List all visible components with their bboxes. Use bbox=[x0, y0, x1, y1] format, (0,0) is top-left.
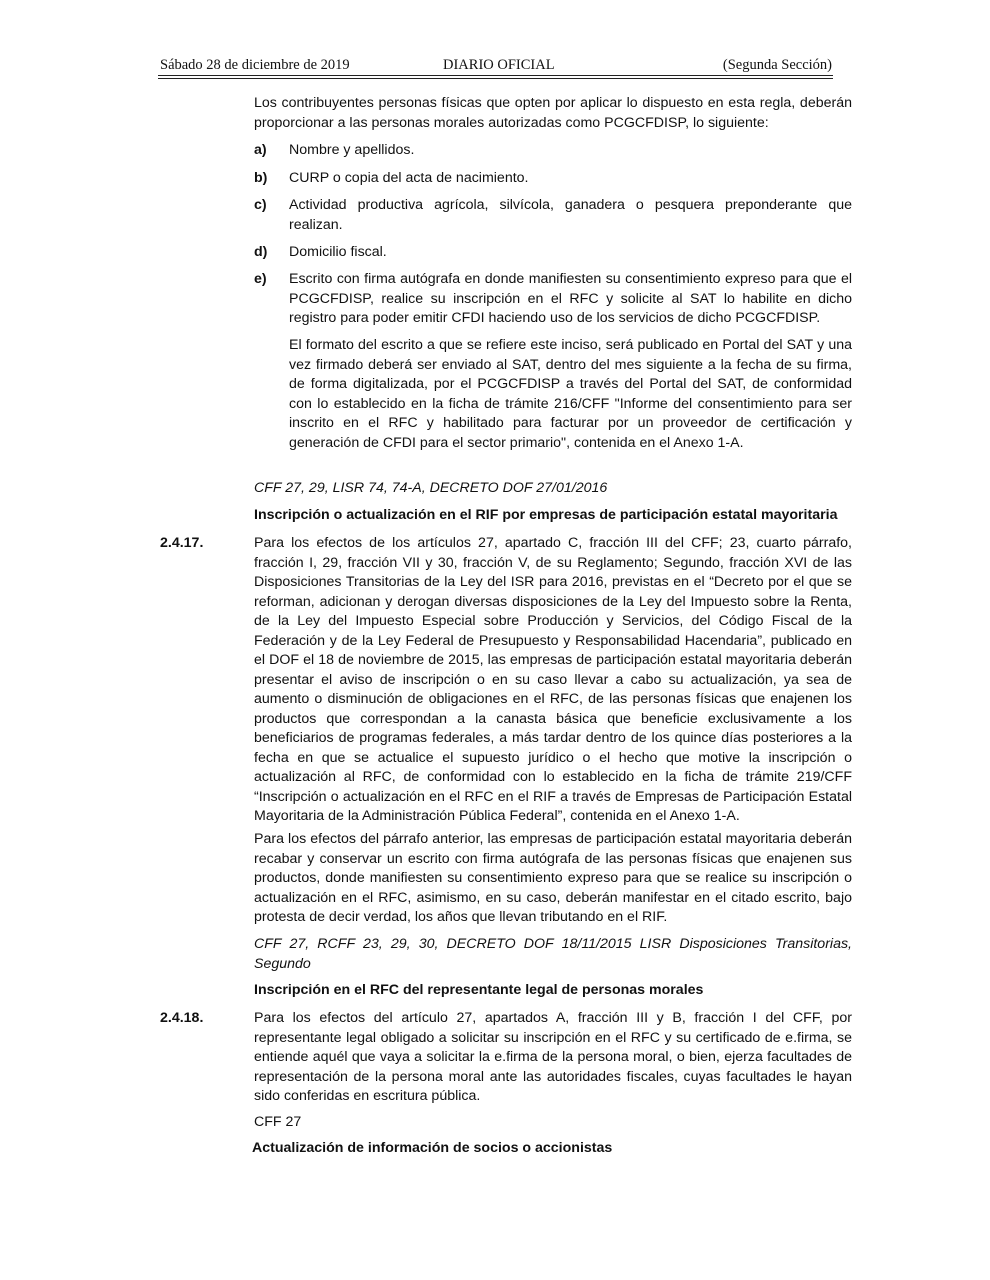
list-item-label: d) bbox=[254, 244, 268, 260]
header-date: Sábado 28 de diciembre de 2019 bbox=[160, 57, 350, 73]
list-item-text: Actividad productiva agrícola, silvícola, ganadera o pesquera preponderante que realizan. bbox=[289, 197, 852, 233]
rule-heading: Actualización de información de socios o accionistas bbox=[252, 1140, 613, 1156]
header-divider-bottom bbox=[158, 78, 833, 79]
list-item-label: b) bbox=[254, 170, 268, 186]
header-publication-title: DIARIO OFICIAL bbox=[443, 57, 555, 73]
header-divider-top bbox=[158, 75, 833, 76]
list-item-text: Domicilio fiscal. bbox=[289, 244, 387, 260]
rule-number: 2.4.17. bbox=[160, 535, 204, 551]
rule-paragraph: Para los efectos del artículo 27, apartados A, fracción III y B, fracción I del CFF, por representante legal obligado a solicitar su inscripción en el RFC y su certificado de e.firma, se entiende aquél que vaya a solicitar la e.firma de la persona moral, o bien, ejerza facultades de representación de la persona moral ante las autoridades fiscales, cuyas facultades le hayan sido conferidas en escritura pública. bbox=[254, 1010, 852, 1104]
rule-paragraph: Para los efectos de los artículos 27, apartado C, fracción III del CFF; 23, cuarto párrafo, fracción I, 29, fracción VII y 30, fracción V, de su Reglamento; Segundo, fracción XVI de las Disposiciones Transitorias de la Ley del ISR para 2016, previstas en el “Decreto por el que se reforman, adicionan y derogan diversas disposiciones de la Ley del Impuesto sobre la Renta, de la Ley del Impuesto Especial sobre Producción y Servicios, del Código Fiscal de la Federación y de la Ley Federal de Presupuesto y Responsabilidad Hacendaria”, publicado en el DOF el 18 de noviembre de 2015, las empresas de participación estatal mayoritaria deberán presentar el aviso de inscripción o en su caso llevar a cabo su actualización, ya sea de aumento o disminución de obligaciones en el RFC, de las personas físicas que enajenen los productos que correspondan a la canasta básica que beneficie exclusivamente a los beneficiarios de programas federales, a más tardar dentro de los quince días posteriores a la fecha en que se actualice el supuesto jurídico o el hecho que motive la inscripción o actualización al RFC, de conformidad con lo establecido en la ficha de trámite 219/CFF “Inscripción o actualización en el RFC en el RIF a través de Empresas de Participación Estatal Mayoritaria de la Administración Pública Federal”, contenida en el Anexo 1-A. bbox=[254, 535, 852, 824]
list-item-label: c) bbox=[254, 197, 267, 213]
legal-reference: CFF 27, RCFF 23, 29, 30, DECRETO DOF 18/11/2015 LISR Disposiciones Transitorias, Segundo bbox=[254, 936, 852, 972]
rule-paragraph: Para los efectos del párrafo anterior, las empresas de participación estatal mayoritaria deberán recabar y conservar un escrito con firma autógrafa de las personas físicas que enajenen sus productos, donde manifiesten su consentimiento expreso para que se realice su inscripción o actualización en el RFC, asimismo, en su caso, deberán manifestar en el citado escrito, bajo protesta de decir verdad, los años que llevan tributando en el RIF. bbox=[254, 831, 852, 925]
list-item-label: e) bbox=[254, 271, 267, 287]
legal-reference: CFF 27, 29, LISR 74, 74-A, DECRETO DOF 27/01/2016 bbox=[254, 480, 608, 496]
rule-number: 2.4.18. bbox=[160, 1010, 204, 1026]
intro-paragraph: Los contribuyentes personas físicas que opten por aplicar lo dispuesto en esta regla, deberán proporcionar a las personas morales autorizadas como PCGCFDISP, lo siguiente: bbox=[254, 95, 852, 131]
page-header bbox=[160, 57, 832, 77]
rule-heading: Inscripción o actualización en el RIF por empresas de participación estatal mayoritaria bbox=[254, 507, 838, 523]
list-item-text: Nombre y apellidos. bbox=[289, 142, 415, 158]
item-e-note: El formato del escrito a que se refiere este inciso, será publicado en Portal del SAT y una vez firmado deberá ser enviado al SAT, dentro del mes siguiente a la fecha de su firma, de forma digitalizada, por el PCGCFDISP a través del Portal del SAT, de conformidad con lo establecido en la ficha de trámite 216/CFF "Informe del consentimiento para ser inscrito en el RFC y habilitado para facturar por un proveedor de certificación y generación de CFDI para el sector primario", contenida en el Anexo 1-A. bbox=[289, 337, 852, 451]
rule-heading: Inscripción en el RFC del representante legal de personas morales bbox=[254, 982, 704, 998]
list-item-text: Escrito con firma autógrafa en donde manifiesten su consentimiento expreso para que el PCGCFDISP, realice su inscripción en el RFC y solicite al SAT lo habilite en dicho registro para poder emitir CFDI haciendo uso de los servicios de dicho PCGCFDISP. bbox=[289, 271, 852, 326]
list-item-text: CURP o copia del acta de nacimiento. bbox=[289, 170, 529, 186]
list-item-label: a) bbox=[254, 142, 267, 158]
legal-reference: CFF 27 bbox=[254, 1114, 302, 1130]
header-section: (Segunda Sección) bbox=[722, 57, 832, 73]
